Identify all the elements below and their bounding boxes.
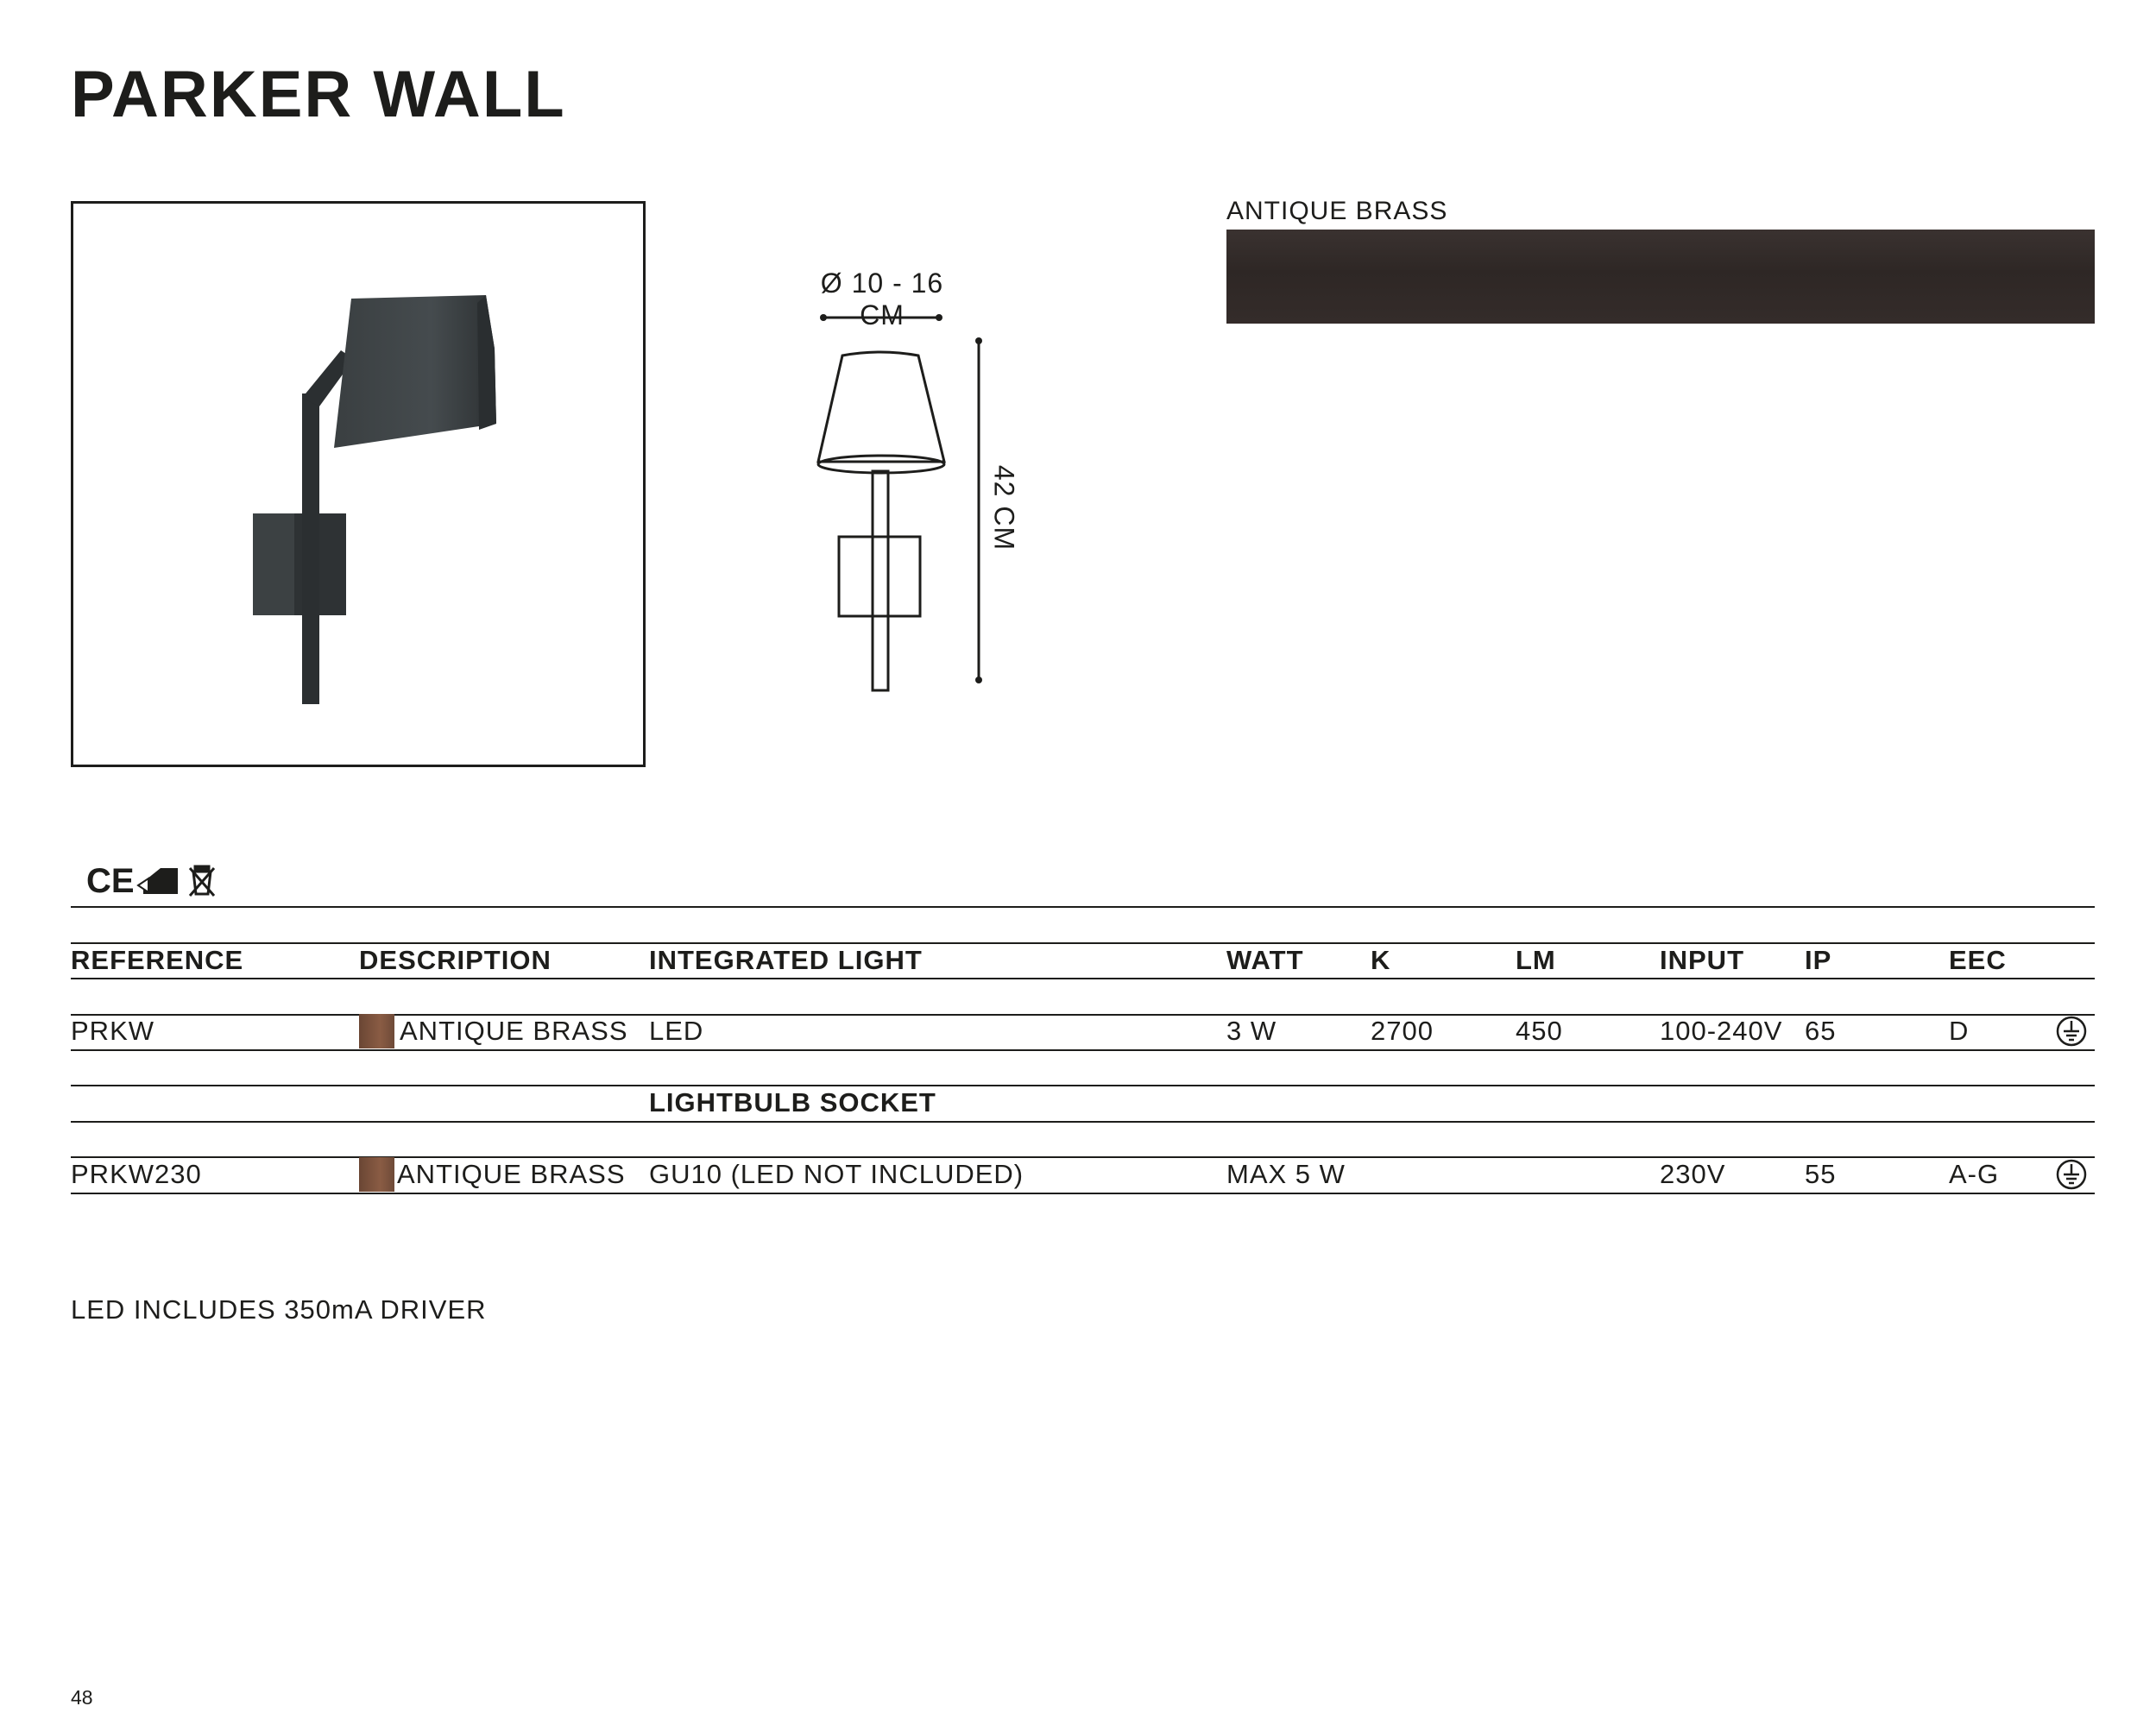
cell-ip: 65 (1805, 1016, 1837, 1046)
table-header-row (0, 943, 2156, 978)
ce-mark-icon (86, 862, 135, 900)
finish-chip (359, 1157, 394, 1192)
col-eec: EEC (1949, 945, 2007, 975)
cell-watt: 3 W (1226, 1016, 1277, 1046)
table-bottom-rule (71, 1193, 2095, 1194)
lamp-outline-drawing (760, 311, 984, 966)
wall-lamp-photo (73, 204, 648, 770)
finish-chip (359, 1014, 394, 1048)
table-row (0, 1157, 2156, 1192)
cell-input: 230V (1660, 1159, 1726, 1189)
table-header-row (0, 1086, 2156, 1120)
col-ip: IP (1805, 945, 1832, 975)
table-rule (71, 1121, 2095, 1123)
page-number: 48 (71, 1686, 93, 1709)
col-light: INTEGRATED LIGHT (649, 945, 923, 975)
cell-description: ANTIQUE BRASS (397, 1159, 626, 1189)
cell-k: 2700 (1371, 1016, 1434, 1046)
earth-ground-icon (2056, 1016, 2087, 1047)
weee-bin-icon (190, 866, 214, 896)
cell-light: LED (649, 1016, 704, 1046)
svg-text:CE: CE (86, 862, 135, 900)
cell-reference: PRKW (71, 1016, 154, 1046)
page-title: PARKER WALL (71, 58, 566, 131)
cell-description: ANTIQUE BRASS (400, 1016, 628, 1046)
height-label: 42 CM (988, 464, 1020, 551)
earth-ground-icon (2056, 1159, 2087, 1190)
col-k: K (1371, 945, 1391, 975)
cell-lm: 450 (1516, 1016, 1563, 1046)
cell-light: GU10 (LED NOT INCLUDED) (649, 1159, 1024, 1189)
class-ii-house-icon (138, 868, 178, 894)
certification-icons (86, 859, 224, 905)
cell-ip: 55 (1805, 1159, 1837, 1189)
product-photo (71, 201, 646, 767)
col-watt: WATT (1226, 945, 1304, 975)
col-socket: LIGHTBULB SOCKET (649, 1087, 936, 1117)
col-input: INPUT (1660, 945, 1744, 975)
footnote: LED INCLUDES 350mA DRIVER (71, 1294, 487, 1325)
col-description: DESCRIPTION (359, 945, 552, 975)
table-top-rule (71, 906, 2095, 908)
cell-eec: A-G (1949, 1159, 2000, 1189)
finish-label: ANTIQUE BRASS (1226, 197, 1448, 225)
cell-reference: PRKW230 (71, 1159, 202, 1189)
cell-input: 100-240V (1660, 1016, 1783, 1046)
finish-swatch (1226, 230, 2095, 324)
table-row (0, 1014, 2156, 1048)
col-lm: LM (1516, 945, 1556, 975)
cell-eec: D (1949, 1016, 1970, 1046)
cell-watt: MAX 5 W (1226, 1159, 1346, 1189)
table-rule (71, 1049, 2095, 1051)
diameter-label: Ø 10 - 16 CM (820, 268, 944, 331)
col-reference: REFERENCE (71, 945, 244, 975)
table-rule (71, 978, 2095, 979)
